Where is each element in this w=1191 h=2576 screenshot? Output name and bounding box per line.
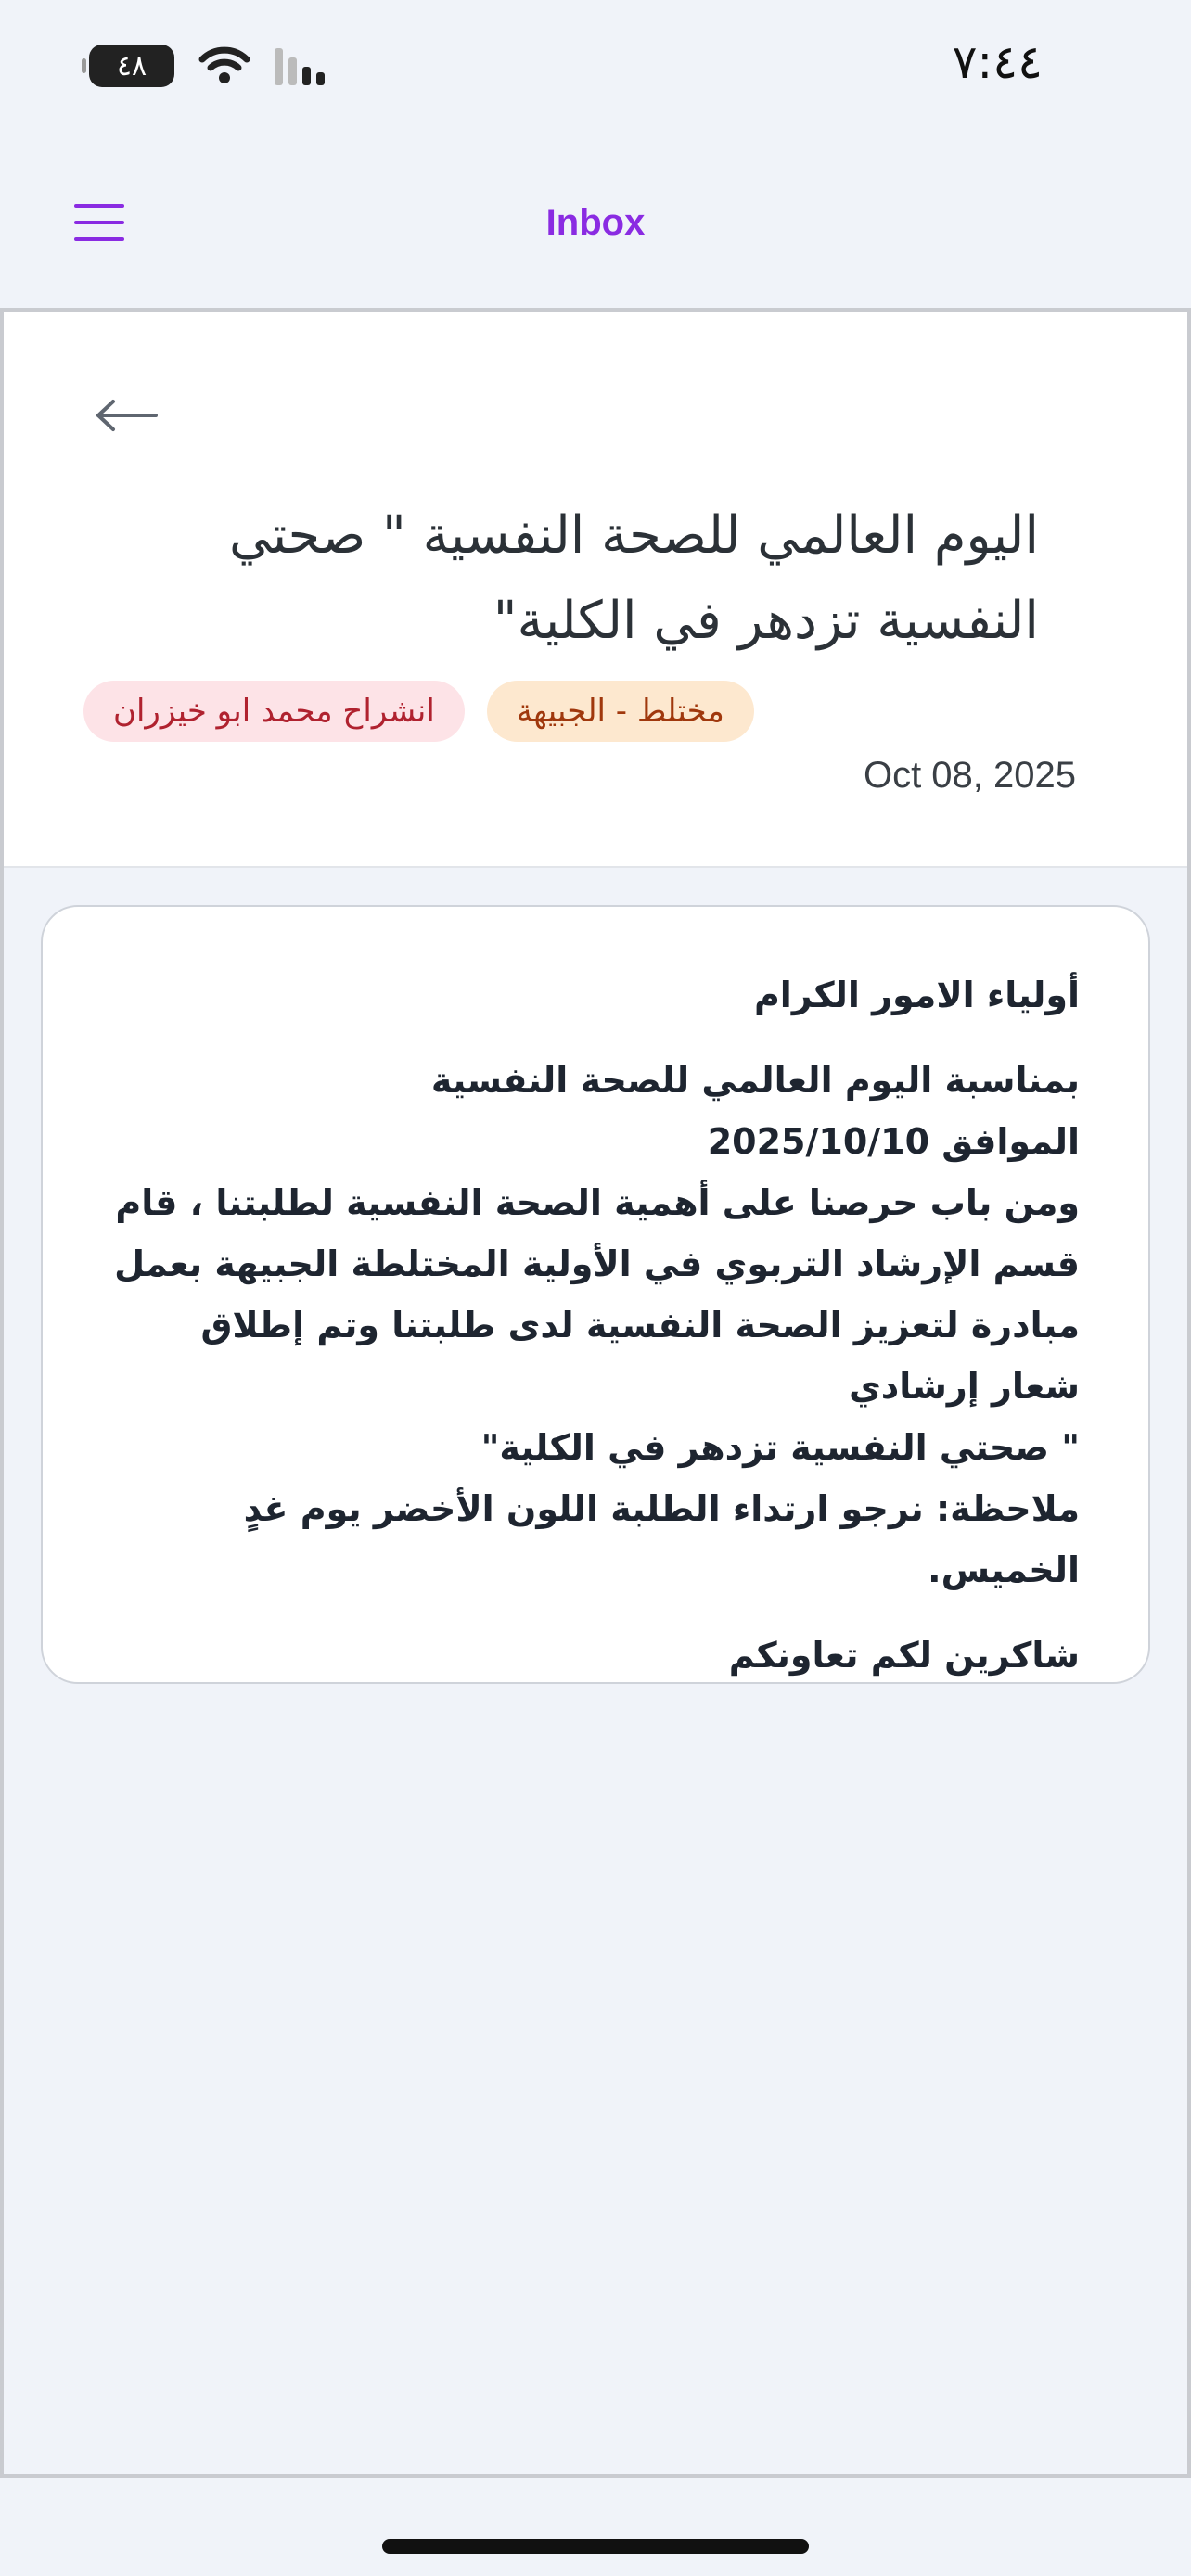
- app-header: [0, 128, 1191, 312]
- wifi-icon: [198, 46, 250, 85]
- message-body-card: [41, 905, 1150, 1684]
- body-line: " صحتي النفسية تزدهر في الكلية": [480, 1427, 1080, 1468]
- author-tag: انشراح محمد ابو خيزران: [83, 681, 465, 742]
- body-line: ومن باب حرصنا على أهمية الصحة النفسية لطلبتنا ، قام: [115, 1182, 1080, 1223]
- status-time: ٧:٤٤: [952, 35, 1043, 89]
- message-tags: [83, 681, 754, 742]
- battery-level: ٤٨: [116, 49, 147, 83]
- battery-icon: [89, 45, 174, 87]
- message-header: [4, 312, 1187, 868]
- body-line: قسم الإرشاد التربوي في الأولية المختلطة الجبيهة بعمل: [114, 1243, 1080, 1284]
- body-greeting: أولياء الامور الكرام: [753, 975, 1080, 1015]
- arrow-left-icon[interactable]: [95, 397, 160, 434]
- message-title: اليوم العالمي للصحة النفسية " صحتي النفسية تزدهر في الكلية": [228, 505, 1039, 651]
- body-line: شعار إرشادي: [848, 1366, 1080, 1407]
- body-note: ملاحظة: نرجو ارتداء الطلبة اللون الأخضر يوم غدٍ الخميس.: [243, 1488, 1080, 1590]
- home-indicator[interactable]: [382, 2539, 809, 2554]
- body-line: بمناسبة اليوم العالمي للصحة النفسية: [430, 1060, 1080, 1101]
- message-date: Oct 08, 2025: [863, 755, 1076, 796]
- body-line: الموافق 2025/10/10: [707, 1121, 1080, 1162]
- frame-border-right: [1187, 312, 1191, 2478]
- cellular-signal-icon: [275, 46, 325, 85]
- page-title: Inbox: [545, 202, 646, 243]
- body-closing: شاكرين لكم تعاونكم: [728, 1635, 1080, 1676]
- body-line: مبادرة لتعزيز الصحة النفسية لدى طلبتنا وتم إطلاق: [200, 1305, 1080, 1345]
- status-bar: [0, 0, 1191, 128]
- status-icons: [89, 45, 325, 87]
- frame-border-bottom: [0, 2474, 1191, 2478]
- message-body: [108, 964, 1080, 1686]
- school-tag: مختلط - الجبيهة: [487, 681, 754, 742]
